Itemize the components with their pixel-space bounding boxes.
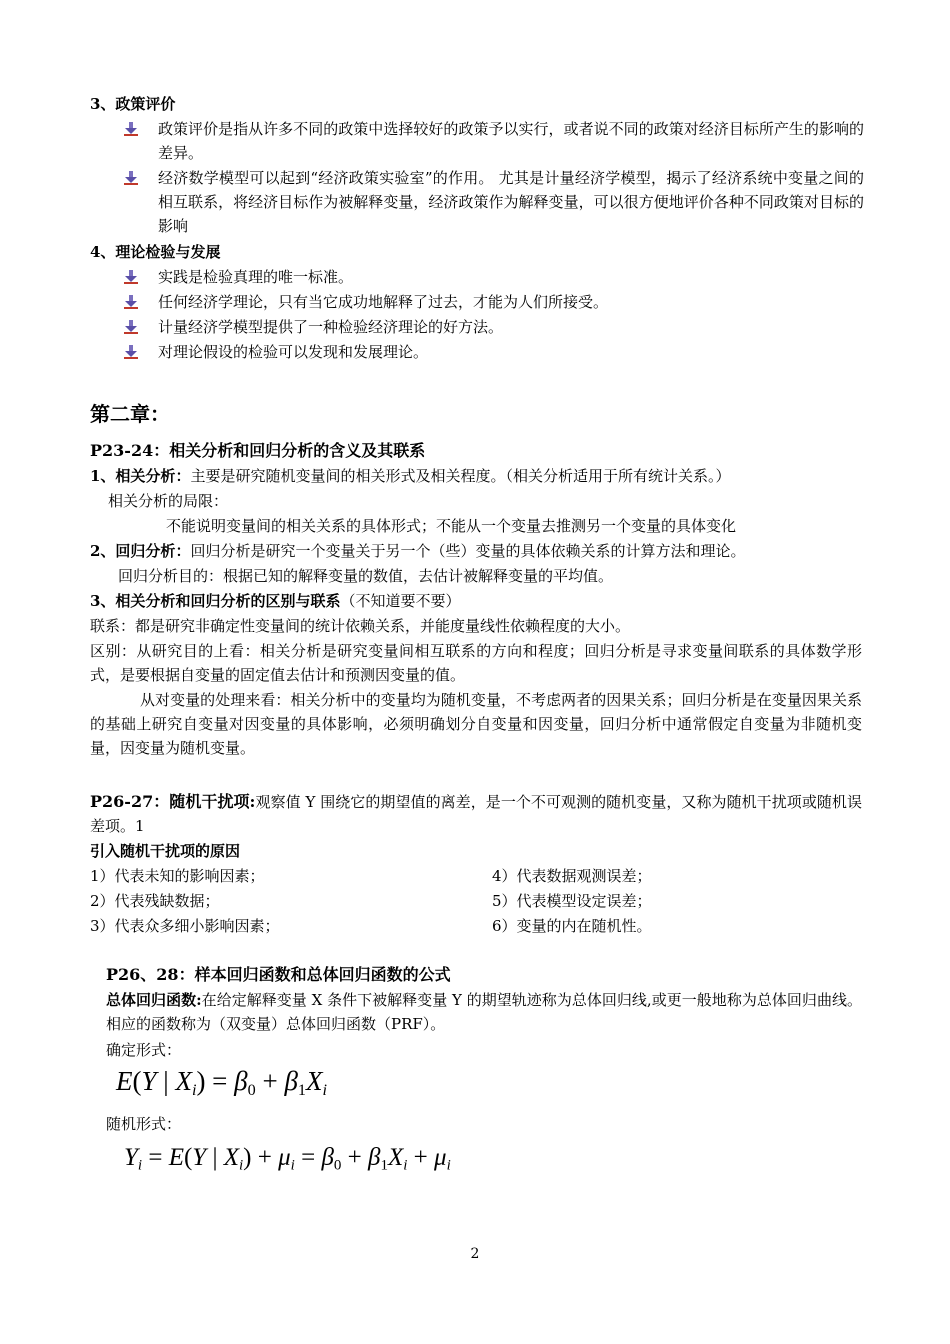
bullet-text: 实践是检验真理的唯一标准。 bbox=[158, 268, 354, 286]
arrow-down-bullet-icon bbox=[124, 320, 138, 334]
paragraph: 区别：从研究目的上看：相关分析是研究变量间相互联系的方向和程度；回归分析是寻求变量间联系的具体数学形式，是要根据自变量的固定值去估计和预测因变量的值。 bbox=[90, 642, 862, 684]
paragraph bbox=[90, 790, 862, 838]
arrow-down-bullet-icon bbox=[124, 345, 138, 359]
list-item: 6）变量的内在随机性。 bbox=[492, 917, 652, 935]
list-item: 1）代表未知的影响因素； bbox=[90, 867, 265, 885]
section-heading: 4、理论检验与发展 bbox=[90, 243, 221, 261]
list-item bbox=[124, 117, 864, 165]
section-heading: P26、28：样本回归函数和总体回归函数的公式 bbox=[106, 965, 451, 984]
arrow-down-bullet-icon bbox=[124, 171, 138, 185]
term-label: P26-27：随机干扰项: bbox=[90, 792, 256, 811]
bullet-text: 计量经济学模型提供了一种检验经济理论的好方法。 bbox=[158, 318, 504, 336]
bullet-text: 政策评价是指从许多不同的政策中选择较好的政策予以实行，或者说不同的政策对经济目标所产生的影响的差异。 bbox=[158, 120, 864, 162]
list-item: 4）代表数据观测误差； bbox=[492, 867, 652, 885]
bullet-text: 任何经济学理论，只有当它成功地解释了过去，才能为人们所接受。 bbox=[158, 293, 609, 311]
paragraph-line: 不能说明变量间的相关关系的具体形式；不能从一个变量去推测另一个变量的具体变化 bbox=[166, 517, 737, 535]
section-heading: P23-24：相关分析和回归分析的含义及其联系 bbox=[90, 441, 426, 460]
bullet-text: 对理论假设的检验可以发现和发展理论。 bbox=[158, 343, 429, 361]
page-number: 2 bbox=[470, 1246, 480, 1262]
section-heading: 3、政策评价 bbox=[90, 95, 176, 113]
paragraph-line bbox=[90, 464, 870, 488]
term-text: 回归分析是研究一个变量关于另一个（些）变量的具体依赖关系的计算方法和理论。 bbox=[190, 542, 746, 560]
paragraph-line bbox=[90, 539, 870, 563]
list-item bbox=[124, 166, 864, 238]
term-text: 主要是研究随机变量间的相关形式及相关程度。（相关分析适用于所有统计关系。） bbox=[190, 467, 731, 485]
arrow-down-bullet-icon bbox=[124, 295, 138, 309]
term-note: （不知道要不要） bbox=[340, 592, 461, 610]
list-item: 3）代表众多细小影响因素； bbox=[90, 917, 280, 935]
term-label: 总体回归函数: bbox=[106, 991, 202, 1009]
formula-label: 确定形式： bbox=[106, 1041, 182, 1059]
chapter-title: 第二章： bbox=[90, 402, 170, 426]
paragraph-line bbox=[90, 589, 870, 613]
prf-deterministic-formula: E(Y | $X_i) = \beta_0 + \beta_1X_i$ bbox=[116, 1066, 327, 1099]
subheading: 引入随机干扰项的原因 bbox=[90, 842, 241, 860]
term-label: 2、回归分析： bbox=[90, 542, 191, 560]
paragraph: 从对变量的处理来看：相关分析中的变量均为随机变量，不考虑两者的因果关系；回归分析是在变量因果关系的基础上研究自变量对因变量的具体影响，必须明确划分自变量和因变量，回归分析中通常假定自变量为非随机变量，因变量为随机变量。 bbox=[90, 691, 862, 757]
paragraph-line: 联系：都是研究非确定性变量间的统计依赖关系，并能度量线性依赖程度的大小。 bbox=[90, 617, 631, 635]
arrow-down-bullet-icon bbox=[124, 122, 138, 136]
bullet-text: 经济数学模型可以起到“经济政策实验室”的作用。 尤其是计量经济学模型，揭示了经济系统中变量之间的相互联系，将经济目标作为被解释变量，经济政策作为解释变量，可以很方便地评价各种不同政策对目标的影响 bbox=[158, 169, 864, 235]
term-text: 观察值 Y 围绕它的期望值的离差，是一个不可观测的随机变量，又称为随机干扰项或随机误差项。1 bbox=[90, 793, 862, 835]
list-item: 5）代表模型设定误差； bbox=[492, 892, 652, 910]
prf-stochastic-formula: $Y_i = E(Y$ | $X_i) + \mu_i = \beta_0 + \beta_1X_i + \mu_i$ bbox=[124, 1144, 451, 1174]
list-item: 2）代表残缺数据； bbox=[90, 892, 220, 910]
term-label: 1、相关分析： bbox=[90, 467, 191, 485]
term-text: 在给定解释变量 X 条件下被解释变量 Y 的期望轨迹称为总体回归线,或更一般地称为总体回归曲线。相应的函数称为（双变量）总体回归函数（PRF）。 bbox=[106, 991, 862, 1033]
arrow-down-bullet-icon bbox=[124, 270, 138, 284]
term-label: 3、相关分析和回归分析的区别与联系 bbox=[90, 592, 341, 610]
formula-label: 随机形式： bbox=[106, 1115, 182, 1133]
paragraph bbox=[106, 988, 862, 1036]
paragraph-line: 回归分析目的：根据已知的解释变量的数值，去估计被解释变量的平均值。 bbox=[118, 567, 614, 585]
paragraph-line: 相关分析的局限： bbox=[108, 492, 229, 510]
